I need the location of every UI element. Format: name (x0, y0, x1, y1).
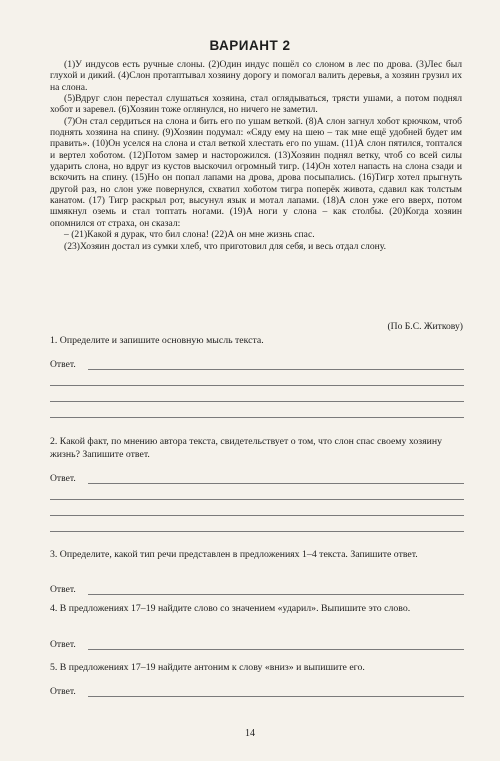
answer-label-1: Ответ. (50, 359, 76, 370)
answer-line[interactable] (50, 385, 464, 386)
answer-label-3: Ответ. (50, 584, 76, 595)
question-4: 4. В предложениях 17–19 найдите слово со значением «ударил». Выпишите это слово. (50, 603, 411, 614)
text-paragraph: (1)У индусов есть ручные слоны. (2)Один индус пошёл со слоном в лес по дрова. (3)Лес был глухой и дикий. (4)Слон протаптывал хозяину дорогу и помогал валить деревья, а хозяин грузил их на слона. (50, 59, 462, 93)
answer-line[interactable] (50, 499, 464, 500)
answer-label-4: Ответ. (50, 639, 76, 650)
answer-label-2: Ответ. (50, 473, 76, 484)
answer-label-5: Ответ. (50, 686, 76, 697)
question-1: 1. Определите и запишите основную мысль текста. (50, 335, 264, 346)
answer-line[interactable] (50, 417, 464, 418)
answer-line[interactable] (50, 515, 464, 516)
answer-line[interactable] (88, 594, 464, 595)
text-paragraph: – (21)Какой я дурак, что бил слона! (22)А он мне жизнь спас. (64, 229, 315, 241)
answer-line[interactable] (88, 649, 464, 650)
question-5: 5. В предложениях 17–19 найдите антоним к слову «вниз» и выпишите его. (50, 662, 365, 673)
answer-line[interactable] (88, 696, 464, 697)
question-2: 2. Какой факт, по мнению автора текста, свидетельствует о том, что слон спас своему хозяину жизнь? Запишите ответ. (50, 436, 443, 460)
text-paragraph: (23)Хозяин достал из сумки хлеб, что приготовил для себя, и весь отдал слону. (64, 240, 386, 252)
answer-line[interactable] (50, 401, 464, 402)
answer-line[interactable] (88, 483, 464, 484)
question-3: 3. Определите, какой тип речи представлен в предложениях 1–4 текста. Запишите ответ. (50, 549, 418, 560)
variant-title: ВАРИАНТ 2 (209, 38, 291, 53)
answer-line[interactable] (88, 369, 464, 370)
text-paragraph: (7)Он стал сердиться на слона и бить его по ушам веткой. (8)А слон загнул хобот крючком, чтоб поднять хозяина на спину. (9)Хозяин подумал: «Сяду ему на шею – так мне ещё удобней будет им править». (10)Он уселся на слона и стал веткой хлестать его по ушам. (11)А слон пятился, топтался и вертел хоботом. (12)Потом замер и насторожился. (13)Хозяин поднял ветку, чтоб со всей силы ударить слона, но вдруг из кустов выскочил огромный тигр. (14)Он хотел напасть на слона сзади и вскочить на спину. (15)Но он попал лапами на дрова, дрова посыпались. (16)Тигр хотел прыгнуть другой раз, но слон уже повернулся, схватил хоботом тигра поперёк живота, сдавил как толстым канатом. (17) Тигр раскрыл рот, высунул язык и мотал лапами. (18)А слон уже его вверх, потом шмякнул оземь и стал топтать ногами. (19)А ноги у слона – как столбы. (20)Когда хозяин опомнился от страха, он сказал: (50, 115, 462, 229)
page-number: 14 (245, 728, 255, 739)
text-paragraph: (5)Вдруг слон перестал слушаться хозяина, стал оглядываться, трясти ушами, а потом поднял хобот и заревел. (6)Хозяин тоже оглянулся, но ничего не заметил. (50, 93, 462, 116)
answer-line[interactable] (50, 531, 464, 532)
text-source: (По Б.С. Житкову) (387, 321, 463, 332)
reading-text (50, 59, 462, 252)
